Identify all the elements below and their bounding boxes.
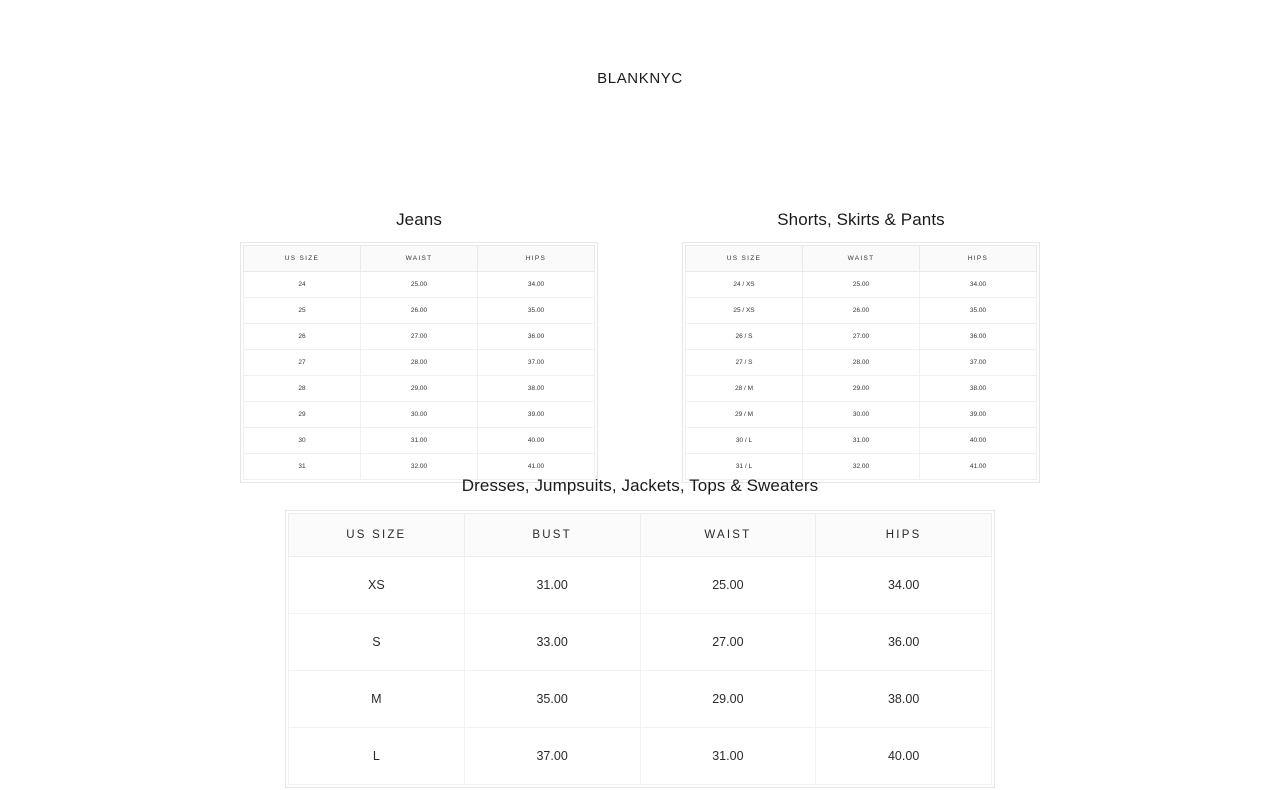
cell-waist: 25.00: [361, 272, 478, 298]
cell-bust: 31.00: [464, 557, 640, 614]
cell-us-size: 26: [244, 324, 361, 350]
table-row: [244, 324, 595, 350]
cell-us-size: 28: [244, 376, 361, 402]
cell-hips: 40.00: [920, 428, 1037, 454]
column-header-hips: HIPS: [816, 514, 992, 557]
column-header-waist: WAIST: [361, 246, 478, 272]
cell-hips: 36.00: [920, 324, 1037, 350]
table-row: [686, 428, 1037, 454]
cell-us-size: 29 / M: [686, 402, 803, 428]
cell-us-size: M: [289, 671, 465, 728]
cell-waist: 26.00: [803, 298, 920, 324]
cell-waist: 29.00: [640, 671, 816, 728]
cell-waist: 30.00: [803, 402, 920, 428]
top-tables-row: [0, 210, 1280, 483]
cell-us-size: 30 / L: [686, 428, 803, 454]
cell-hips: 39.00: [920, 402, 1037, 428]
cell-hips: 40.00: [478, 428, 595, 454]
table-header-row: [686, 246, 1037, 272]
cell-hips: 35.00: [478, 298, 595, 324]
cell-bust: 33.00: [464, 614, 640, 671]
table-row: [244, 350, 595, 376]
column-header-hips: HIPS: [478, 246, 595, 272]
column-header-hips: HIPS: [920, 246, 1037, 272]
cell-hips: 38.00: [920, 376, 1037, 402]
table-header-row: [289, 514, 992, 557]
table-frame-dresses-tops: [285, 510, 995, 788]
table-frame-jeans: [240, 242, 598, 483]
cell-us-size: 26 / S: [686, 324, 803, 350]
cell-hips: 40.00: [816, 728, 992, 785]
cell-us-size: 24: [244, 272, 361, 298]
table-row: [244, 428, 595, 454]
cell-waist: 28.00: [803, 350, 920, 376]
table-row: [686, 324, 1037, 350]
cell-waist: 31.00: [361, 428, 478, 454]
cell-hips: 34.00: [816, 557, 992, 614]
cell-waist: 28.00: [361, 350, 478, 376]
size-section-dresses-tops: [0, 476, 1280, 788]
cell-waist: 31.00: [640, 728, 816, 785]
table-row: [686, 350, 1037, 376]
cell-waist: 27.00: [361, 324, 478, 350]
table-row: [289, 557, 992, 614]
size-table-dresses-tops: [288, 513, 992, 785]
cell-us-size: 25 / XS: [686, 298, 803, 324]
cell-waist: 30.00: [361, 402, 478, 428]
table-row: [289, 728, 992, 785]
cell-waist: 29.00: [361, 376, 478, 402]
cell-us-size: S: [289, 614, 465, 671]
cell-bust: 35.00: [464, 671, 640, 728]
cell-us-size: 29: [244, 402, 361, 428]
table-row: [244, 402, 595, 428]
cell-hips: 41.00: [478, 454, 595, 480]
cell-hips: 37.00: [920, 350, 1037, 376]
cell-waist: 25.00: [640, 557, 816, 614]
cell-bust: 37.00: [464, 728, 640, 785]
cell-us-size: 31 / L: [686, 454, 803, 480]
table-row: [289, 614, 992, 671]
column-header-bust: BUST: [464, 514, 640, 557]
cell-us-size: 27 / S: [686, 350, 803, 376]
cell-waist: 27.00: [803, 324, 920, 350]
cell-waist: 29.00: [803, 376, 920, 402]
table-row: [686, 402, 1037, 428]
size-table-shorts-skirts-pants: [685, 245, 1037, 480]
cell-hips: 36.00: [478, 324, 595, 350]
column-header-us-size: US SIZE: [289, 514, 465, 557]
cell-hips: 38.00: [478, 376, 595, 402]
cell-waist: 32.00: [803, 454, 920, 480]
cell-us-size: 25: [244, 298, 361, 324]
table-row: [686, 272, 1037, 298]
size-section-shorts-skirts-pants: [682, 210, 1040, 483]
size-section-jeans: [240, 210, 598, 483]
cell-us-size: L: [289, 728, 465, 785]
cell-hips: 36.00: [816, 614, 992, 671]
cell-hips: 37.00: [478, 350, 595, 376]
section-title-jeans: Jeans: [396, 210, 442, 229]
cell-hips: 41.00: [920, 454, 1037, 480]
cell-hips: 39.00: [478, 402, 595, 428]
table-row: [244, 376, 595, 402]
table-header-row: [244, 246, 595, 272]
column-header-us-size: US SIZE: [244, 246, 361, 272]
column-header-waist: WAIST: [803, 246, 920, 272]
cell-waist: 31.00: [803, 428, 920, 454]
cell-us-size: 28 / M: [686, 376, 803, 402]
cell-us-size: 24 / XS: [686, 272, 803, 298]
table-row: [244, 272, 595, 298]
size-table-jeans: [243, 245, 595, 480]
brand-title: BLANKNYC: [597, 70, 683, 87]
table-row: [686, 376, 1037, 402]
cell-hips: 34.00: [920, 272, 1037, 298]
table-border-dresses-tops: [285, 510, 995, 788]
cell-us-size: 27: [244, 350, 361, 376]
cell-hips: 34.00: [478, 272, 595, 298]
cell-us-size: 31: [244, 454, 361, 480]
section-title-dresses-tops: Dresses, Jumpsuits, Jackets, Tops & Sweaters: [461, 476, 819, 495]
table-row: [244, 298, 595, 324]
column-header-us-size: US SIZE: [686, 246, 803, 272]
section-title-shorts-skirts-pants: Shorts, Skirts & Pants: [777, 210, 945, 229]
table-row: [686, 298, 1037, 324]
cell-waist: 27.00: [640, 614, 816, 671]
column-header-waist: WAIST: [640, 514, 816, 557]
cell-hips: 38.00: [816, 671, 992, 728]
cell-us-size: 30: [244, 428, 361, 454]
cell-hips: 35.00: [920, 298, 1037, 324]
table-row: [289, 671, 992, 728]
cell-us-size: XS: [289, 557, 465, 614]
table-frame-shorts-skirts-pants: [682, 242, 1040, 483]
cell-waist: 26.00: [361, 298, 478, 324]
cell-waist: 25.00: [803, 272, 920, 298]
cell-waist: 32.00: [361, 454, 478, 480]
